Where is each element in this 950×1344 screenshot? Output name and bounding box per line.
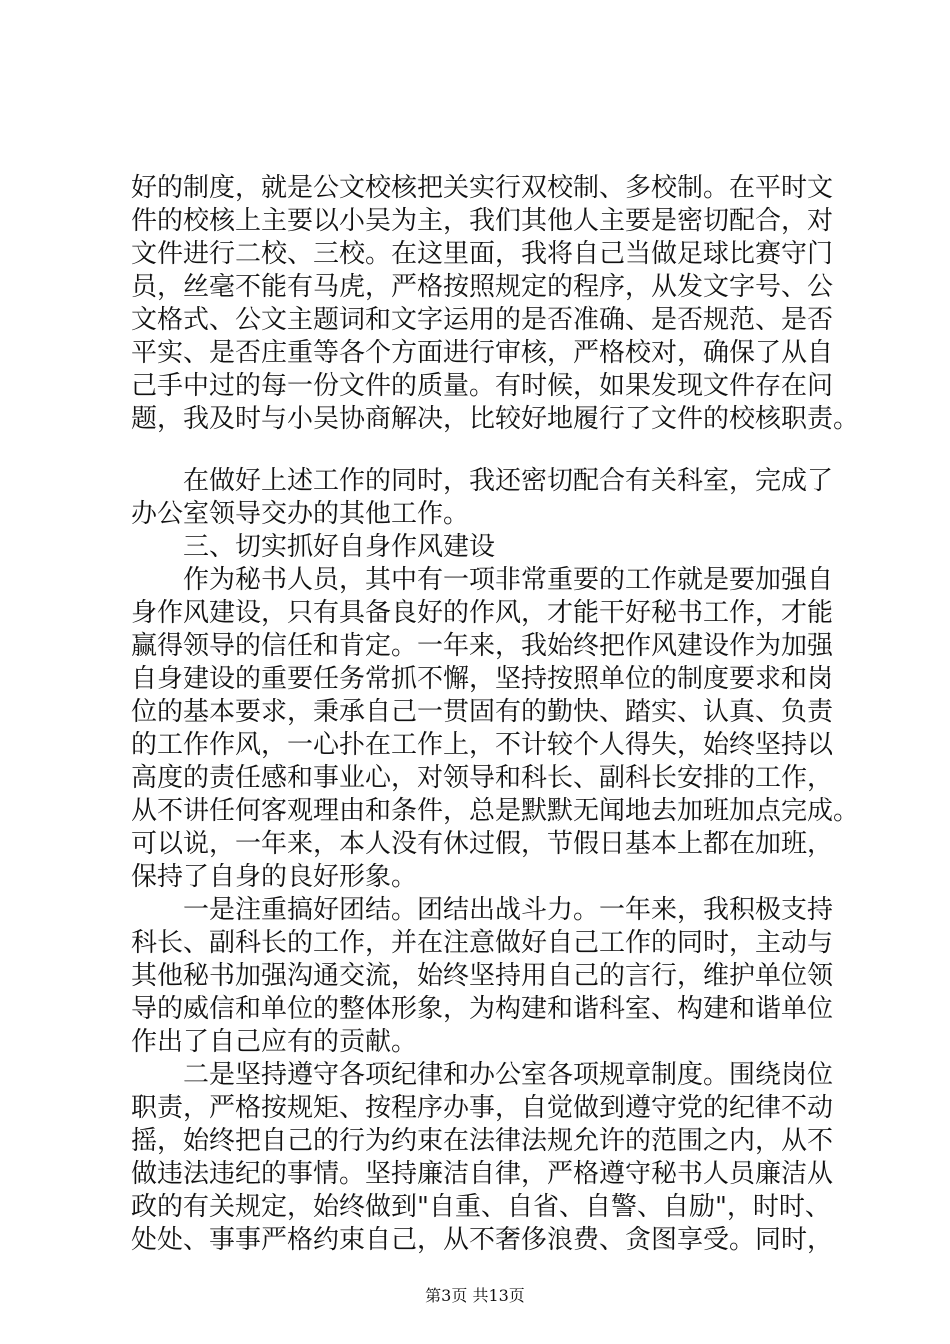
text-line: 处处、事事严格约束自己，从不奢侈浪费、贪图享受。同时，	[131, 1225, 834, 1255]
text-line: 文格式、公文主题词和文字运用的是否准确、是否规范、是否	[131, 305, 834, 335]
text-line: 职责，严格按规矩、按程序办事，自觉做到遵守党的纪律不动	[131, 1093, 834, 1123]
heading-line: 三、切实抓好自身作风建设	[183, 532, 496, 562]
text-line: 件的校核上主要以小吴为主，我们其他人主要是密切配合，对	[131, 206, 834, 236]
text-line: 位的基本要求，秉承自己一贯固有的勤快、踏实、认真、负责	[131, 697, 834, 727]
paragraph-1	[131, 172, 860, 436]
text-line: 二是坚持遵守各项纪律和办公室各项规章制度。围绕岗位	[183, 1060, 834, 1090]
text-line: 从不讲任何客观理由和条件，总是默默无闻地去加班加点完成。	[131, 796, 860, 826]
text-line: 科长、副科长的工作，并在注意做好自己工作的同时，主动与	[131, 928, 834, 958]
text-line: 其他秘书加强沟通交流，始终坚持用自己的言行，维护单位领	[131, 961, 834, 991]
text-line: 员，丝毫不能有马虎，严格按照规定的程序，从发文字号、公	[131, 272, 834, 302]
text-line: 题，我及时与小吴协商解决，比较好地履行了文件的校核职责。	[131, 404, 860, 434]
text-line: 摇，始终把自己的行为约束在法律法规允许的范围之内，从不	[131, 1126, 834, 1156]
page-footer: 第3页 共13页	[425, 1286, 525, 1305]
text-line: 的工作作风，一心扑在工作上，不计较个人得失，始终坚持以	[131, 730, 834, 760]
paragraph-5	[131, 1059, 834, 1257]
paragraph-3	[131, 564, 860, 894]
body-text	[131, 172, 860, 1257]
text-line: 身作风建设，只有具备良好的作风，才能干好秘书工作，才能	[131, 598, 834, 628]
text-line: 政的有关规定，始终做到"自重、自省、自警、自励"，时时、	[131, 1192, 831, 1222]
text-line: 赢得领导的信任和肯定。一年来，我始终把作风建设作为加强	[131, 631, 834, 661]
text-line: 好的制度，就是公文校核把关实行双校制、多校制。在平时文	[131, 173, 834, 203]
text-line: 己手中过的每一份文件的质量。有时候，如果发现文件存在问	[131, 371, 834, 401]
text-line: 导的威信和单位的整体形象，为构建和谐科室、构建和谐单位	[131, 994, 834, 1024]
text-line: 在做好上述工作的同时，我还密切配合有关科室，完成了	[183, 466, 834, 496]
text-line: 一是注重搞好团结。团结出战斗力。一年来，我积极支持	[183, 895, 834, 925]
text-line: 自身建设的重要任务常抓不懈，坚持按照单位的制度要求和岗	[131, 664, 834, 694]
text-line: 作为秘书人员，其中有一项非常重要的工作就是要加强自	[183, 565, 834, 595]
text-line: 作出了自己应有的贡献。	[131, 1027, 418, 1057]
text-line: 可以说，一年来，本人没有休过假，节假日基本上都在加班，	[131, 829, 834, 859]
text-line: 保持了自身的良好形象。	[131, 862, 418, 892]
paragraph-2	[131, 465, 834, 531]
text-line: 办公室领导交办的其他工作。	[131, 499, 470, 529]
text-line: 文件进行二校、三校。在这里面，我将自己当做足球比赛守门	[131, 239, 834, 269]
text-line: 平实、是否庄重等各个方面进行审核，严格校对，确保了从自	[131, 338, 834, 368]
section-heading	[131, 531, 831, 564]
paragraph-4	[131, 894, 834, 1059]
text-line: 做违法违纪的事情。坚持廉洁自律，严格遵守秘书人员廉洁从	[131, 1159, 834, 1189]
paragraph-gap	[131, 436, 831, 465]
text-line: 高度的责任感和事业心，对领导和科长、副科长安排的工作，	[131, 763, 834, 793]
